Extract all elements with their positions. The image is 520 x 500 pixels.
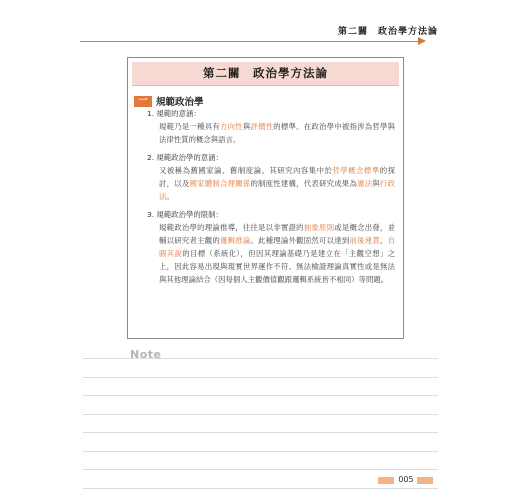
body-text: 與: [242, 122, 251, 131]
body-text: 的標準。在政治學中被指涉為哲學與法律性質的概念與語言。: [159, 122, 395, 144]
note-line: [83, 395, 438, 396]
content-box: [127, 57, 404, 339]
body-text: 又被稱為舊國家論、舊制度論。其研究內容集中於: [159, 166, 333, 175]
list-item: [147, 209, 397, 286]
note-line: [83, 488, 438, 489]
item-body: [159, 164, 395, 203]
highlight-term: 憲法: [357, 179, 373, 188]
page-bar-right: [417, 477, 433, 484]
highlight-term: 國家體制合理關係: [189, 179, 251, 188]
highlight-term: 方向性: [219, 122, 243, 131]
note-line: [83, 414, 438, 415]
highlight-term: 抽象原則: [303, 223, 335, 232]
note-line: [83, 469, 438, 470]
section-label: 規範政治學: [156, 97, 204, 108]
highlight-term: 行政法: [159, 179, 395, 201]
item-title: 2. 規範政治學的意涵：: [147, 153, 223, 162]
section-heading: [134, 94, 204, 108]
item-body: [159, 221, 395, 286]
body-text: 、: [379, 236, 388, 245]
section-number-tag: 一: [134, 96, 152, 107]
note-line: [83, 451, 438, 452]
item-title: 1. 規範的意涵：: [147, 109, 201, 118]
highlight-term: 前後連貫: [349, 236, 380, 245]
body-text: 的目標（系統化），但因其理論基礎乃是建立在「主觀空想」之上，因此容易出現與現實世界運作不符、無法檢證理論真實性或是無法與其他理論結合（因每個人主觀價值觀跟邏輯系統皆不相同）等問題。: [159, 249, 395, 284]
body-text: 的制度性建構，代表研究成果為: [250, 179, 358, 188]
highlight-term: 邏輯推論: [219, 236, 251, 245]
body-text: 。此種理論外觀固然可以達到: [250, 236, 350, 245]
body-text: 規範乃是一種具有: [159, 122, 220, 131]
running-header: 第二關 政治學方法論: [337, 27, 438, 37]
note-title: Note: [130, 348, 162, 361]
highlight-term: 哲學概念標準: [332, 166, 380, 175]
body-text: 。: [166, 192, 174, 201]
note-line: [83, 377, 438, 378]
note-line: [83, 358, 438, 359]
chapter-title: 第二關 政治學方法論: [132, 62, 399, 86]
body-text: 規範政治學的理論推導，往往是以非實證的: [159, 223, 304, 232]
list-item: [147, 152, 397, 203]
highlight-term: 自圓其說: [159, 236, 395, 258]
page-bar-left: [378, 477, 394, 484]
body-text: 與: [372, 179, 380, 188]
note-line: [83, 432, 438, 433]
body-text: 的探討，以及: [159, 166, 395, 188]
highlight-term: 評價性: [250, 122, 274, 131]
item-body: [159, 120, 395, 146]
header-arrow-icon: [418, 37, 426, 45]
header-rule: [80, 41, 420, 42]
item-title: 3. 規範政治學的限制：: [147, 210, 223, 219]
body-text: 或是概念出發，並輔以研究者主觀的: [159, 223, 395, 245]
page-number: 005: [396, 474, 416, 486]
list-item: [147, 108, 397, 146]
